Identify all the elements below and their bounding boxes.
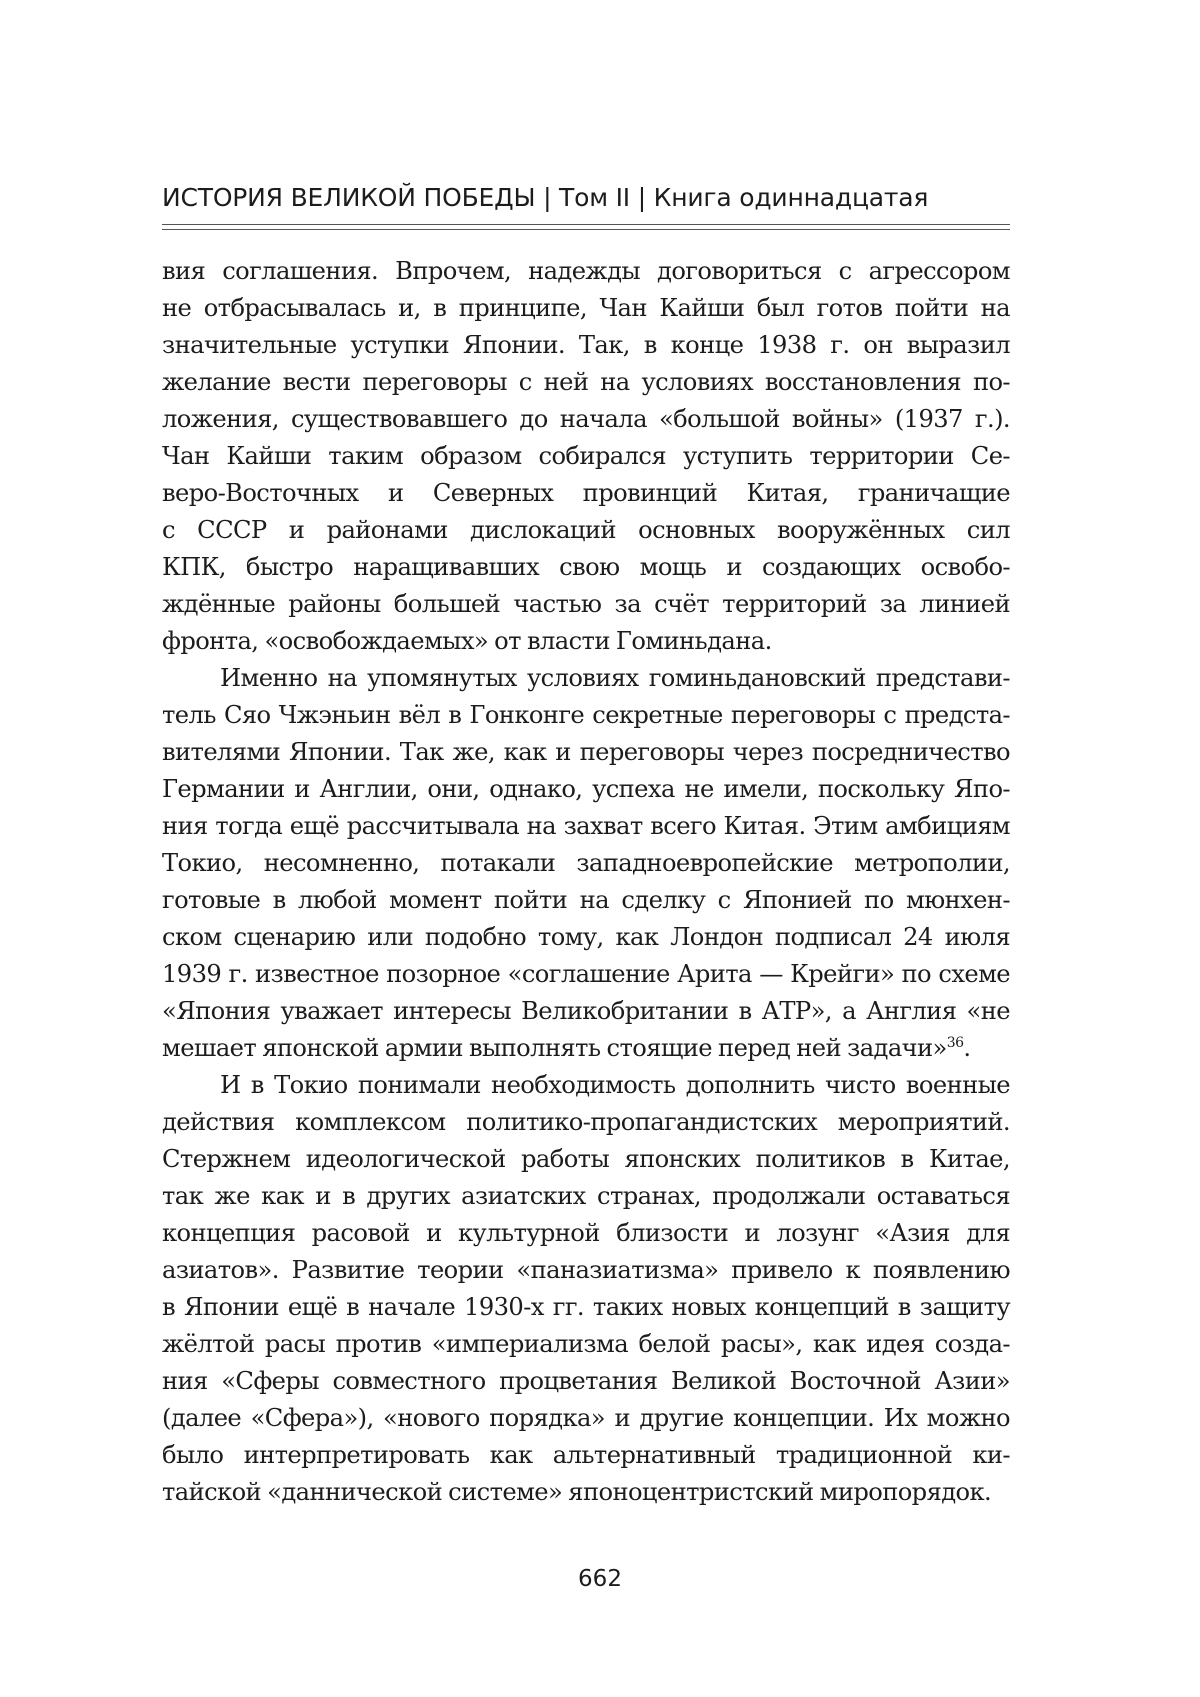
page-number: 662 (578, 1566, 622, 1592)
text-line: значительные уступки Японии. Так, в конце 1938 г. он выразил (162, 331, 1010, 359)
text-line: с СССР и районами дислокаций основных вооружённых сил (162, 516, 1010, 544)
text-line: И в Токио понимали необходимость дополнить чисто военные (220, 1071, 1010, 1099)
paragraph-3 (162, 1067, 1010, 1511)
text-line: «Япония уважает интересы Великобритании в АТР», а Англия «не (162, 997, 1010, 1025)
text-line: вителями Японии. Так же, как и переговоры через посредничество (162, 738, 1010, 766)
text-line: ния тогда ещё рассчитывала на захват всего Китая. Этим амбициям (162, 812, 1010, 840)
text-line: Токио, несомненно, потакали западноевропейские метрополии, (162, 849, 1010, 877)
sentence-end: . (963, 1034, 971, 1062)
text-line: концепция расовой и культурной близости и лозунг «Азия для (162, 1219, 1010, 1247)
running-header (162, 181, 1010, 229)
text-line: в Японии ещё в начале 1930-х гг. таких новых концепций в защиту (162, 1293, 1010, 1321)
text-line: Стержнем идеологической работы японских политиков в Китае, (162, 1145, 1010, 1173)
text-line: ложения, существовавшего до начала «большой войны» (1937 г.). (162, 405, 1010, 433)
text-line: тель Сяо Чжэньин вёл в Гонконге секретные переговоры с предста- (162, 701, 1010, 729)
text-line: не отбрасывалась и, в принципе, Чан Кайши был готов пойти на (162, 294, 1010, 322)
text-line: было интерпретировать как альтернативный традиционной ки- (162, 1441, 1010, 1469)
header-double-rule (162, 224, 1010, 230)
text-line: ждённые районы большей частью за счёт территорий за линией (162, 590, 1010, 618)
text-line: Чан Кайши таким образом собирался уступить территории Се- (162, 442, 1010, 470)
running-title: ИСТОРИЯ ВЕЛИКОЙ ПОБЕДЫ | Том II | Книга одиннадцатая (162, 183, 929, 212)
body-text (162, 253, 1010, 1511)
text-line: азиатов». Развитие теории «паназиатизма» привело к появлению (162, 1256, 1010, 1284)
paragraph-1 (162, 253, 1010, 660)
footnote-reference[interactable]: 36 (946, 1034, 964, 1051)
text-line: желание вести переговоры с ней на условиях восстановления по- (162, 368, 1010, 396)
text-line: тайской «даннической системе» японоцентристский миропорядок. (162, 1478, 992, 1506)
text-line: Именно на упомянутых условиях гоминьдановский представи- (220, 664, 1010, 692)
text-line: 1939 г. известное позорное «соглашение Арита — Крейги» по схеме (162, 960, 1010, 988)
text-line: так же как и в других азиатских странах, продолжали оставаться (162, 1182, 1010, 1210)
text-line: КПК, быстро наращивавших свою мощь и создающих освобо- (162, 553, 1010, 581)
text-line: ском сценарию или подобно тому, как Лондон подписал 24 июля (162, 923, 1010, 951)
paragraph-2 (162, 660, 1010, 1067)
text-line: жёлтой расы против «империализма белой расы», как идея созда- (162, 1330, 1010, 1358)
text-line-content: мешает японской армии выполнять стоящие перед ней задачи» (162, 1034, 947, 1062)
text-line: готовые в любой момент пойти на сделку с Японией по мюнхен- (162, 886, 1010, 914)
text-line: ния «Сферы совместного процветания Великой Восточной Азии» (162, 1367, 1010, 1395)
text-line: (далее «Сфера»), «нового порядка» и другие концепции. Их можно (162, 1404, 1010, 1432)
text-line: фронта, «освобождаемых» от власти Гоминьдана. (162, 627, 772, 655)
text-line: Германии и Англии, они, однако, успеха не имели, поскольку Япо- (162, 775, 1010, 803)
text-line: веро-Восточных и Северных провинций Китая, граничащие (162, 479, 1010, 507)
text-line: вия соглашения. Впрочем, надежды договориться с агрессором (162, 257, 1010, 285)
text-line-with-footnote (162, 1030, 1010, 1067)
text-line: действия комплексом политико-пропагандистских мероприятий. (162, 1108, 1010, 1136)
